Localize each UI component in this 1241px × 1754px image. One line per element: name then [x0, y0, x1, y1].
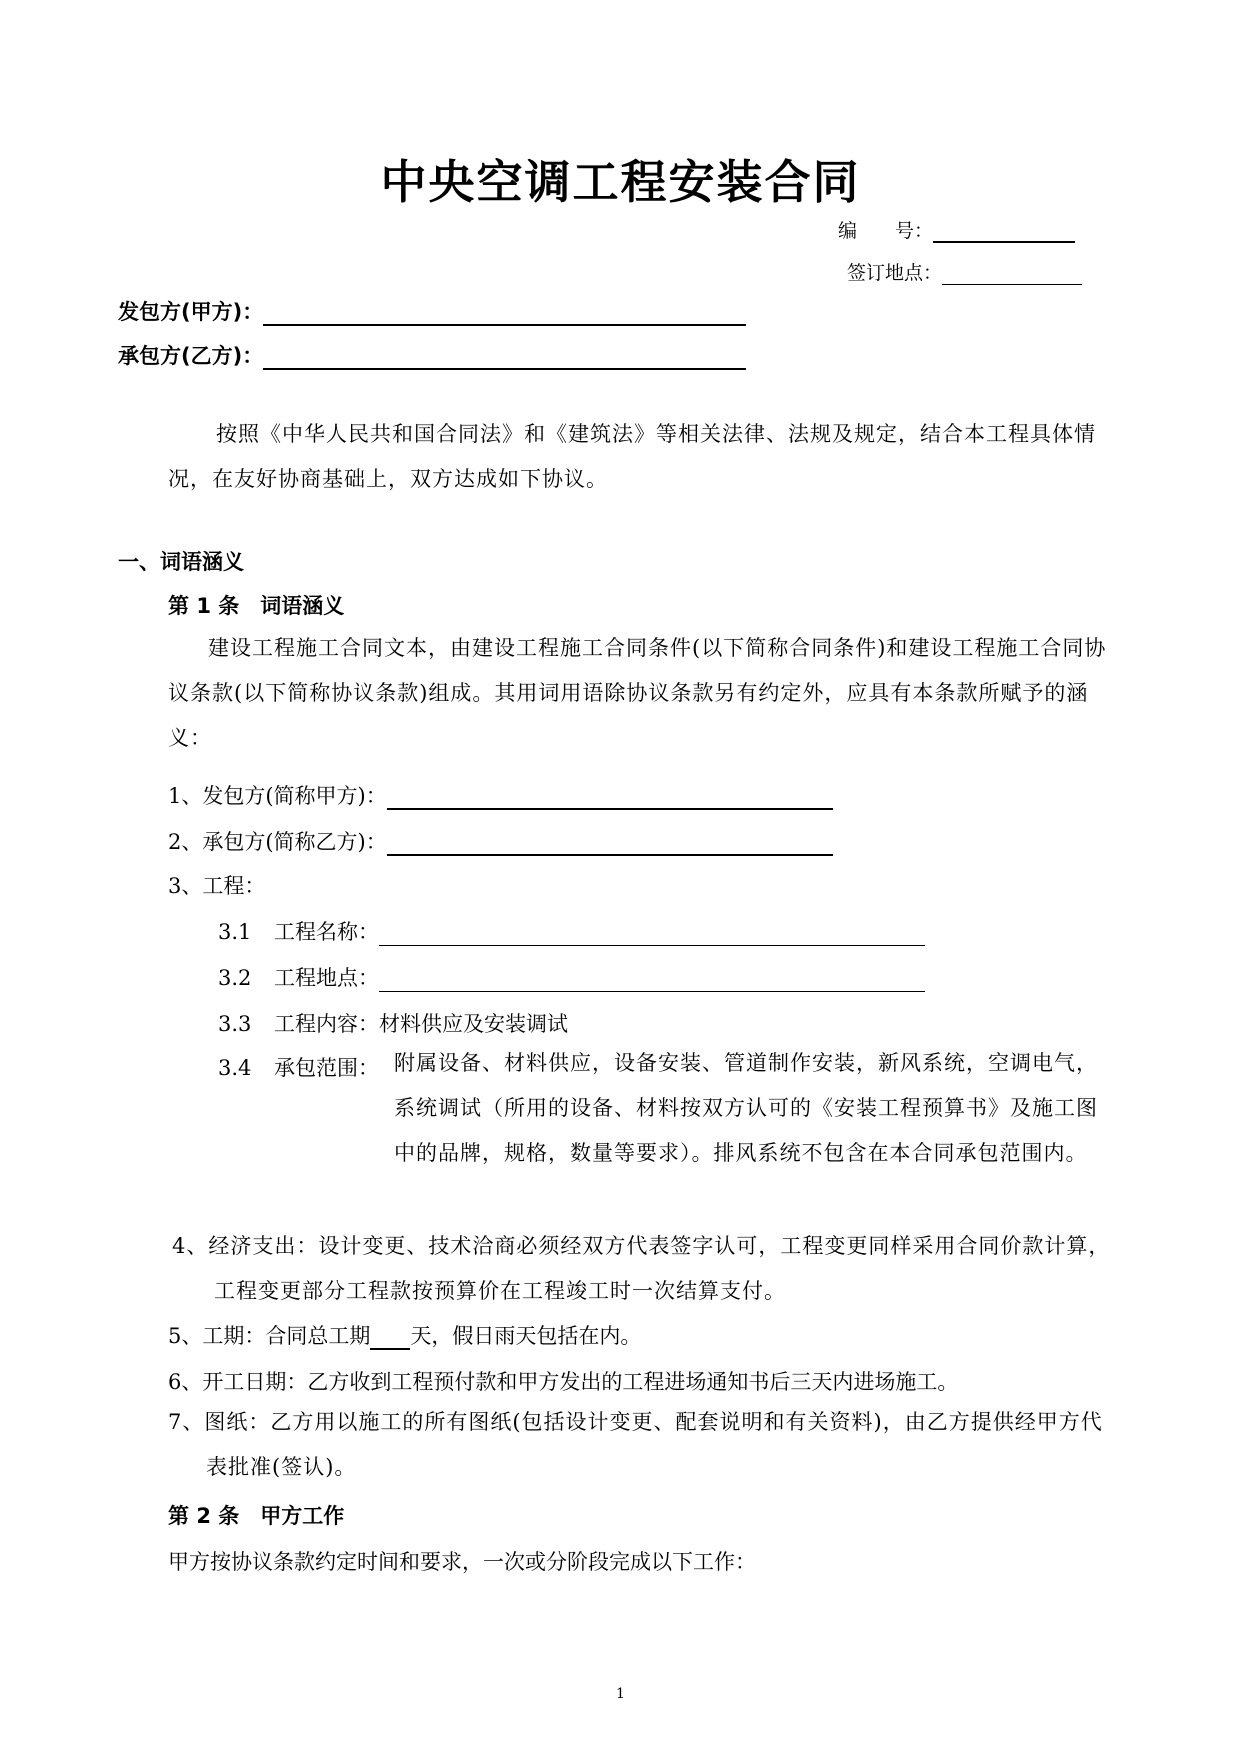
contract-number-label: 编 号： — [838, 220, 934, 242]
signing-place-label: 签订地点： — [847, 262, 943, 284]
item-2-blank[interactable] — [387, 834, 833, 856]
sub-item-3-4 — [218, 1052, 379, 1082]
contract-number-blank[interactable] — [933, 221, 1075, 243]
article-1-body: 建设工程施工合同文本，由建设工程施工合同条件(以下简称合同条件)和建设工程施工合同协议条款(以下简称协议条款)组成。其用词用语除协议条款另有约定外，应具有本条款所赋予的涵义： — [168, 636, 1107, 750]
scope-description: 附属设备、材料供应，设备安装、管道制作安装，新风系统，空调电气，系统调试（所用的设备、材料按双方认可的《安装工程预算书》及施工图中的品牌，规格，数量等要求）。排风系统不包含在本合同承包范围内。 — [394, 1051, 1098, 1165]
item-1-blank[interactable] — [387, 788, 833, 810]
sub-item-3-1 — [218, 916, 925, 946]
intro-paragraph: 按照《中华人民共和国合同法》和《建筑法》等相关法律、法规及规定，结合本工程具体情况，在友好协商基础上，双方达成如下协议。 — [168, 422, 1096, 491]
item-2-label: 2、承包方(简称乙方)： — [168, 830, 387, 854]
article-2-heading — [168, 1500, 344, 1530]
item-6: 6、开工日期：乙方收到工程预付款和甲方发出的工程进场通知书后三天内进场施工。 — [168, 1370, 959, 1394]
sub-item-value: 材料供应及安装调试 — [379, 1012, 568, 1036]
item-7: 7、图纸：乙方用以施工的所有图纸(包括设计变更、配套说明和有关资料)，由乙方提供经甲方代表批准(签认)。 — [168, 1410, 1103, 1479]
document-title: 中央空调工程安装合同 — [380, 155, 861, 209]
sub-item-number: 3.2 — [218, 966, 252, 990]
article-2-title: 条 甲方工作 — [218, 1504, 345, 1528]
item-2 — [168, 826, 833, 856]
item-5 — [168, 1320, 641, 1350]
party-b-blank[interactable] — [263, 348, 746, 370]
sub-item-label: 工程地点： — [274, 966, 379, 990]
item-3: 3、工程： — [168, 874, 266, 898]
item-1-label: 1、发包方(简称甲方)： — [168, 784, 387, 808]
contract-number-field — [838, 216, 1075, 243]
duration-blank[interactable] — [370, 1328, 410, 1350]
article-1-number: 1 — [196, 594, 211, 618]
sub-item-label: 工程内容： — [274, 1012, 379, 1036]
item-4: 4、经济支出：设计变更、技术洽商必须经双方代表签字认可，工程变更同样采用合同价款计算，工程变更部分工程款按预算价在工程竣工时一次结算支付。 — [172, 1234, 1111, 1303]
sub-item-label: 工程名称： — [274, 920, 379, 944]
article-2-body: 甲方按协议条款约定时间和要求，一次或分阶段完成以下工作： — [168, 1550, 756, 1574]
sub-item-number: 3.4 — [218, 1056, 252, 1080]
article-2-number: 2 — [196, 1504, 211, 1528]
signing-place-blank[interactable] — [942, 264, 1082, 285]
sub-item-3-2 — [218, 962, 925, 992]
party-a-field — [118, 296, 746, 326]
party-a-label: 发包方(甲方)： — [118, 300, 264, 324]
sub-item-label: 承包范围： — [274, 1056, 379, 1080]
article-2-prefix: 第 — [168, 1504, 189, 1528]
party-b-label: 承包方(乙方)： — [118, 344, 264, 368]
signing-place-field — [847, 258, 1082, 285]
page-number: 1 — [616, 1686, 625, 1702]
sub-item-number: 3.1 — [218, 920, 252, 944]
party-a-blank[interactable] — [263, 304, 746, 326]
party-b-field — [118, 340, 746, 370]
article-1-title: 条 词语涵义 — [218, 594, 345, 618]
sub-item-number: 3.3 — [218, 1012, 252, 1036]
project-location-blank[interactable] — [379, 971, 925, 992]
item-5-label: 5、工期：合同总工期 — [168, 1324, 371, 1348]
article-1-prefix: 第 — [168, 594, 189, 618]
item-1 — [168, 780, 833, 810]
article-1-heading — [168, 590, 344, 620]
item-5-suffix: 天，假日雨天包括在内。 — [410, 1324, 642, 1348]
section-heading: 一、词语涵义 — [118, 550, 244, 574]
project-name-blank[interactable] — [379, 925, 925, 946]
sub-item-3-3 — [218, 1008, 568, 1038]
